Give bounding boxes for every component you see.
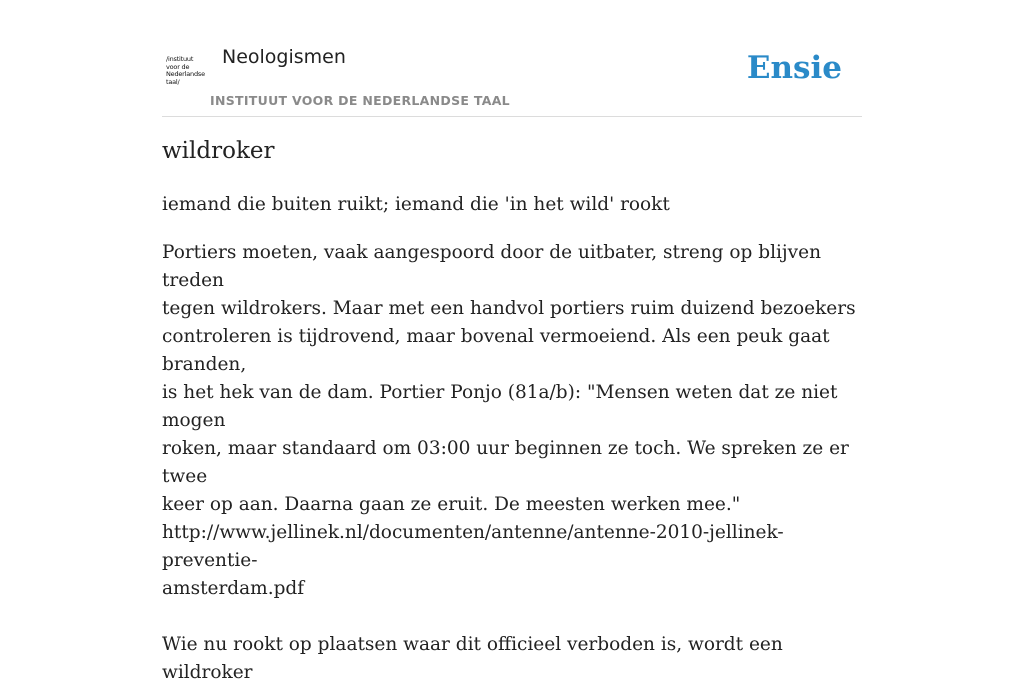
example-line: keer op aan. Daarna gaan ze eruit. De meesten werken mee.": [162, 494, 741, 515]
logo-line: taal/: [166, 77, 180, 86]
example-line: roken, maar standaard om 03:00 uur beginnen ze toch. We spreken ze er twee: [162, 438, 849, 487]
page: [162, 0, 862, 683]
logo-line: voor de: [166, 62, 190, 71]
entry-definition: iemand die buiten ruikt; iemand die 'in het wild' rookt: [162, 194, 670, 215]
source-link[interactable]: http://www.jellinek.nl/documenten/antenne/antenne-2010-jellinek-preventie-: [162, 522, 784, 571]
header: [162, 0, 862, 117]
example-line: controleren is tijdrovend, maar bovenal vermoeiend. Als een peuk gaat branden,: [162, 326, 830, 375]
second-example-line: Wie nu rookt op plaatsen waar dit officieel verboden is, wordt een wildroker: [162, 634, 783, 683]
logo-line: /instituut: [166, 55, 194, 63]
source-link-continued[interactable]: amsterdam.pdf: [162, 578, 305, 599]
entry-example: [162, 239, 862, 687]
example-line: is het hek van de dam. Portier Ponjo (81a/b): "Mensen weten dat ze niet mogen: [162, 382, 838, 431]
example-line: Portiers moeten, vaak aangespoord door de uitbater, streng op blijven treden: [162, 242, 821, 291]
logo-line: Nederlandse: [166, 70, 205, 78]
entry-word: wildroker: [162, 138, 275, 164]
paragraph-gap: [162, 603, 862, 631]
example-line: tegen wildrokers. Maar met een handvol portiers ruim duizend bezoekers: [162, 298, 856, 319]
site-subtitle: INSTITUUT VOOR DE NEDERLANDSE TAAL: [210, 93, 510, 108]
site-title-link[interactable]: Neologismen: [222, 46, 346, 68]
ensie-brand-link[interactable]: Ensie: [746, 50, 842, 86]
ivdnt-logo[interactable]: [166, 56, 208, 90]
